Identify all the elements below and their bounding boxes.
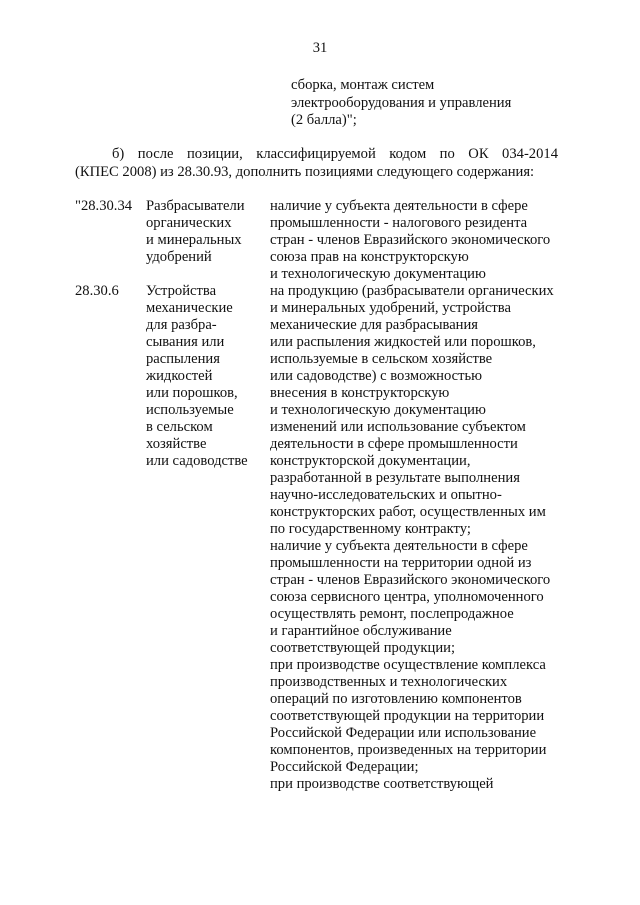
entry-req-line: наличие у субъекта деятельности в сфере: [270, 198, 528, 214]
entry-req-line: конструкторской документации,: [270, 453, 471, 469]
entry-req-line: соответствующей продукции на территории: [270, 708, 545, 724]
entry-req-line: промышленности - налогового резидента: [270, 215, 528, 231]
entry-name-line: удобрений: [146, 249, 212, 265]
entry-name-line: Устройства: [146, 283, 217, 299]
entry-name-line: сывания или: [146, 334, 225, 350]
entry-req-line: механические для разбрасывания: [270, 317, 479, 333]
entry-name-line: и минеральных: [146, 232, 242, 248]
entry-req-line: деятельности в сфере промышленности: [270, 436, 518, 452]
entry-req-line: или распыления жидкостей или порошков,: [270, 334, 536, 350]
entry-req-line: производственных и технологических: [270, 674, 508, 690]
entry-name-line: распыления: [146, 351, 220, 367]
entry-name-line: хозяйстве: [146, 436, 207, 452]
entry-req-line: конструкторских работ, осуществленных им: [270, 504, 546, 520]
entry-req-line: изменений или использование субъектом: [270, 419, 526, 435]
entry-req-line: осуществлять ремонт, послепродажное: [270, 606, 514, 622]
entry-req-line: компонентов, произведенных на территории: [270, 742, 547, 758]
entry-req-line: союза прав на конструкторскую: [270, 249, 469, 265]
entry-req-line: внесения в конструкторскую: [270, 385, 450, 401]
entry-req-line: и технологическую документацию: [270, 266, 486, 282]
entry-name-line: органических: [146, 215, 232, 231]
continuation-line: (2 балла)";: [291, 112, 357, 128]
entry-req-line: на продукцию (разбрасыватели органических: [270, 283, 554, 299]
entry-req-line: и минеральных удобрений, устройства: [270, 300, 511, 316]
entry-req-line: разработанной в результате выполнения: [270, 470, 520, 486]
entry-name-line: или садоводстве: [146, 453, 248, 469]
entry-req-line: или садоводстве) с возможностью: [270, 368, 483, 384]
entry-name-line: Разбрасыватели: [146, 198, 245, 214]
entry-code: "28.30.34: [75, 198, 133, 214]
entry-req-line: промышленности на территории одной из: [270, 555, 532, 571]
entry-req-line: союза сервисного центра, уполномоченного: [270, 589, 544, 605]
entry-name-line: в сельском: [146, 419, 213, 435]
entry-req-line: при производстве соответствующей: [270, 776, 494, 792]
page-number: 31: [312, 40, 328, 56]
entry-code: 28.30.6: [75, 283, 119, 299]
entry-name-line: или порошков,: [146, 385, 238, 401]
entry-name-line: для разбра-: [146, 317, 217, 333]
paragraph-b-line-1: б) после позиции, классифицируемой кодом по ОК 034-2014: [112, 146, 558, 162]
entry-req-line: при производстве осуществление комплекса: [270, 657, 546, 673]
entry-req-line: по государственному контракту;: [270, 521, 471, 537]
entry-name-line: используемые: [146, 402, 234, 418]
entry-req-line: Российской Федерации или использование: [270, 725, 537, 741]
paragraph-b-line-2: (КПЕС 2008) из 28.30.93, дополнить позициями следующего содержания:: [75, 164, 535, 180]
continuation-line: электрооборудования и управления: [291, 95, 512, 111]
entry-req-line: стран - членов Евразийского экономического: [270, 232, 551, 248]
entry-req-line: наличие у субъекта деятельности в сфере: [270, 538, 528, 554]
continuation-line: сборка, монтаж систем: [291, 77, 435, 93]
entry-name-line: механические: [146, 300, 233, 316]
entry-req-line: используемые в сельском хозяйстве: [270, 351, 493, 367]
entry-req-line: соответствующей продукции;: [270, 640, 455, 656]
entry-req-line: стран - членов Евразийского экономического: [270, 572, 551, 588]
entry-name-line: жидкостей: [146, 368, 213, 384]
entry-req-line: и гарантийное обслуживание: [270, 623, 452, 639]
entry-req-line: научно-исследовательских и опытно-: [270, 487, 502, 503]
entry-req-line: Российской Федерации;: [270, 759, 419, 775]
entry-req-line: операций по изготовлению компонентов: [270, 691, 522, 707]
entry-req-line: и технологическую документацию: [270, 402, 486, 418]
